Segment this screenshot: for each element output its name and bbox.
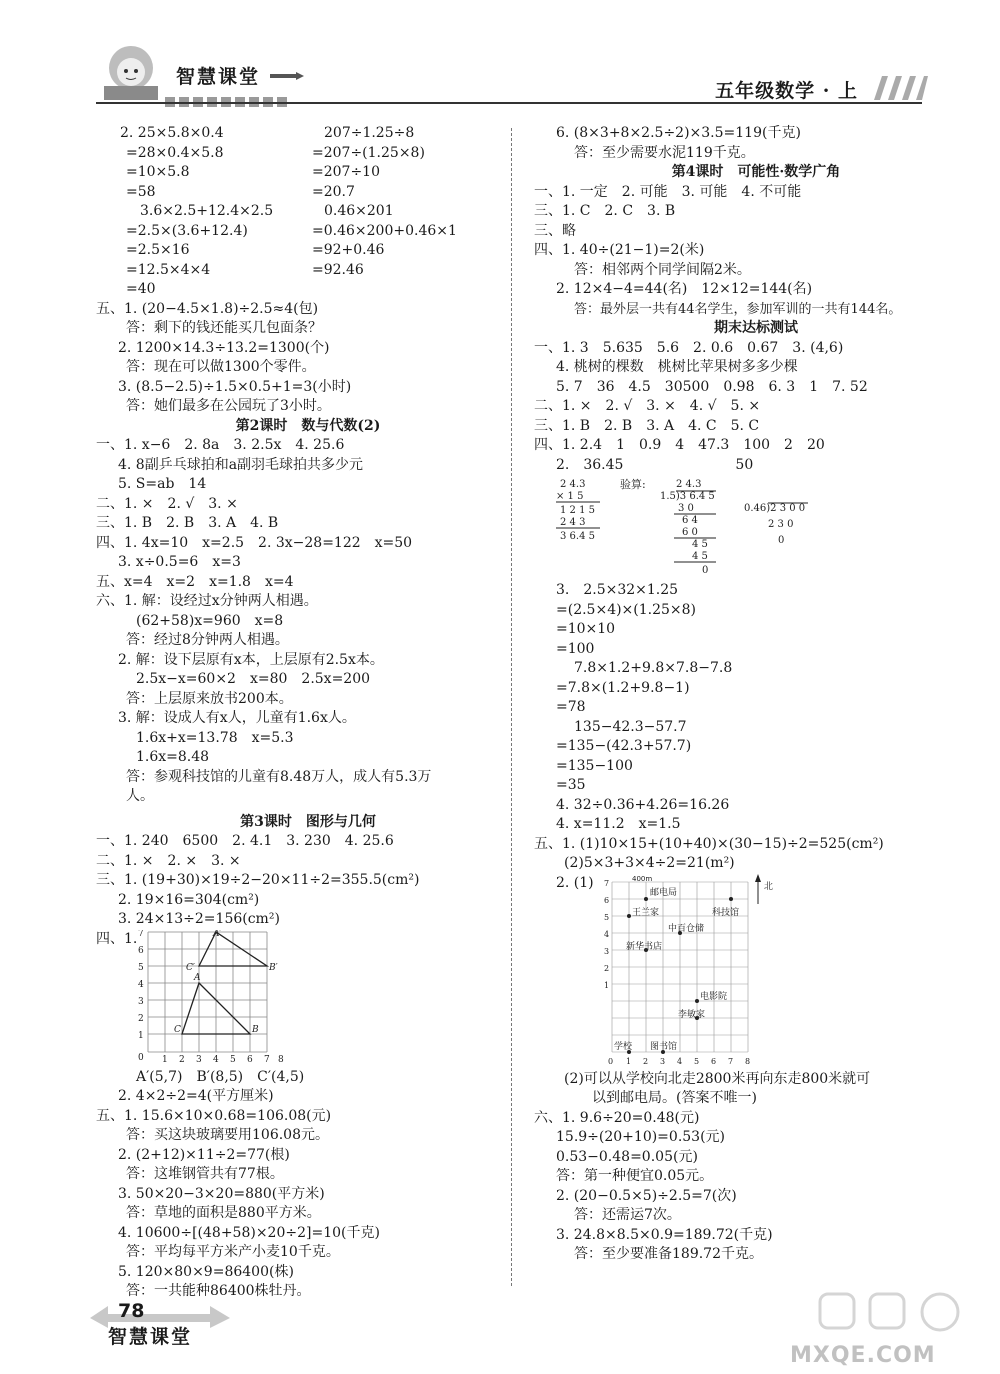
vertical-calculation-graphic	[556, 475, 816, 581]
long-division-figure	[556, 475, 956, 581]
answer-line: 3. 2.5×32×1.25	[556, 582, 679, 598]
answer-line: 五、1. (1)10×15+(10+40)×(30−15)÷2=525(cm²)	[534, 835, 884, 852]
answer-line: (62+58)x=960 x=8	[136, 612, 284, 629]
section-heading: 第2课时 数与代数(2)	[235, 417, 381, 434]
svg-text:B′: B′	[269, 962, 278, 973]
map-place: 学校	[614, 1041, 633, 1052]
answer-line: 2. 解：设下层原有x本，上层原有2.5x本。	[118, 651, 384, 668]
svg-text:7: 7	[138, 929, 144, 939]
grade-subject-label: 五年级数学 · 上	[715, 80, 858, 102]
answer-line: 3. 24.8×8.5×0.9=189.72(千克)	[556, 1226, 773, 1243]
svg-text:2: 2	[179, 1054, 185, 1065]
svg-text:4: 4	[677, 1056, 683, 1066]
answer-line: 3. 解：设成人有x人，儿童有1.6x人。	[118, 710, 356, 726]
answer-line: 一、1. 240 6500 2. 4.1 3. 230 4. 25.6	[96, 833, 394, 849]
answer-line: 六、1. 9.6÷20=0.48(元)	[534, 1109, 700, 1126]
answer-line: =28×0.4×5.8	[126, 144, 224, 161]
svg-text:B: B	[252, 1024, 259, 1035]
map-figure	[556, 874, 956, 1070]
answer-line: 二、1. × 2. √ 3. ×	[96, 495, 238, 512]
answer-line: 4. 32÷0.36+4.26=16.26	[556, 796, 730, 813]
svg-text:6: 6	[711, 1056, 717, 1066]
svg-text:1.5)3 6.4 5: 1.5)3 6.4 5	[660, 491, 715, 502]
svg-text:5: 5	[604, 912, 610, 922]
answer-line: 三、1. B 2. B 3. A 4. B	[96, 515, 279, 531]
answer-line: 4. 10600÷[(48+58)×20÷2]=10(千克)	[118, 1224, 380, 1241]
answer-line: 三、1. B 2. B 3. A 4. C 5. C	[534, 417, 760, 434]
answer-line: 四、1. 4x=10 x=2.5 2. 3x−28=122 x=50	[96, 534, 413, 551]
svg-text:C: C	[174, 1024, 181, 1035]
answer-line: =35	[556, 777, 586, 793]
answer-line: 答：这堆钢管共有77根。	[126, 1166, 284, 1182]
map-place: 新华书店	[626, 941, 663, 952]
map-label: 2. (1)	[556, 874, 594, 891]
answer-line: 3. 24×13÷2=156(cm²)	[118, 911, 280, 927]
answer-line: 四、1. 40÷(21−1)=2(米)	[534, 242, 705, 258]
answer-line: 6. (8×3+8×2.5÷2)×3.5=119(千克)	[556, 125, 801, 141]
svg-text:× 1 5: × 1 5	[556, 491, 584, 502]
left-answers	[96, 124, 498, 1302]
section-heading: 第4课时 可能性·数学广角	[671, 164, 841, 180]
answer-line: 答：她们最多在公园玩了3小时。	[126, 398, 331, 414]
answer-line: 六、1. 解：设经过x分钟两人相遇。	[96, 593, 318, 609]
answer-line: 4. x=11.2 x=1.5	[556, 816, 681, 832]
answer-line: =40	[126, 281, 156, 297]
svg-text:4: 4	[138, 979, 144, 990]
answer-line: 答：最外层一共有44名学生，参加军训的一共有144名。	[574, 301, 902, 317]
svg-text:6: 6	[604, 895, 610, 905]
answer-line: 答：平均每平方米产小麦10千克。	[126, 1244, 340, 1260]
answer-line: A′(5,7) B′(8,5) C′(4,5)	[136, 1068, 305, 1085]
answer-line: =100	[556, 640, 595, 657]
arrow-icon	[270, 72, 304, 80]
answer-line: 答：买这块玻璃要用106.08元。	[126, 1127, 329, 1143]
svg-text:6: 6	[247, 1054, 253, 1065]
header-rule	[96, 102, 922, 104]
svg-text:0: 0	[608, 1056, 614, 1066]
answer-line: 以到邮电局。(答案不唯一)	[592, 1090, 757, 1106]
answer-line: 答：上层原来放书200本。	[126, 690, 293, 707]
map-unit: 400m	[632, 874, 653, 883]
check-label: 验算:	[620, 478, 646, 491]
svg-text:3: 3	[196, 1054, 202, 1065]
answer-line: 答：第一种便宜0.05元。	[556, 1168, 714, 1184]
map-place: 邮电局	[650, 887, 678, 898]
map-place: 图书馆	[650, 1041, 678, 1052]
answer-line: =20.7	[312, 183, 355, 200]
svg-text:2 4 3: 2 4 3	[560, 517, 586, 528]
answer-line: 五、x=4 x=2 x=1.8 x=4	[96, 573, 294, 590]
answer-line: 2. (2+12)×11÷2=77(根)	[118, 1146, 290, 1163]
answer-line: =(2.5×4)×(1.25×8)	[556, 601, 697, 618]
svg-text:0.46)2 3 0 0: 0.46)2 3 0 0	[744, 503, 806, 514]
map-place: 科技馆	[712, 907, 740, 918]
answer-line: =10×5.8	[126, 164, 190, 180]
svg-text:3: 3	[138, 996, 144, 1007]
svg-text:2 3 0: 2 3 0	[768, 519, 794, 530]
answer-line: 四、1. 2.4 1 0.9 4 47.3 100 2 20	[534, 437, 825, 453]
answer-line: =10×10	[556, 621, 616, 637]
svg-text:7: 7	[604, 878, 610, 888]
answer-line: 5. S=ab 14	[118, 476, 207, 492]
answer-line: 二、1. × 2. √ 3. × 4. √ 5. ×	[534, 398, 761, 414]
triangle-grid-graph	[138, 930, 298, 1068]
answer-line: 五、1. 15.6×10×0.68=106.08(元)	[96, 1107, 332, 1124]
svg-text:5: 5	[138, 962, 144, 973]
answer-line: 2. 12×4−4=44(名) 12×12=144(名)	[556, 281, 813, 297]
left-answers-second-column	[312, 124, 492, 280]
answer-line: 人。	[126, 788, 154, 804]
svg-text:4 5: 4 5	[692, 551, 708, 562]
answer-line: 答：经过8分钟两人相遇。	[126, 632, 289, 648]
answer-line: =2.5×(3.6+12.4)	[126, 222, 248, 239]
answer-line: 三、1. (19+30)×19÷2−20×11÷2=355.5(cm²)	[96, 872, 420, 888]
answer-line: 答：参观科技馆的儿童有8.48万人，成人有5.3万	[126, 768, 432, 785]
svg-text:2: 2	[604, 963, 610, 973]
answer-line: =0.46×200+0.46×1	[312, 222, 457, 239]
svg-text:7: 7	[264, 1054, 270, 1065]
answer-line: =92+0.46	[312, 242, 385, 258]
map-place: 电影院	[700, 991, 728, 1002]
svg-text:8: 8	[278, 1054, 284, 1065]
answer-line: =135−100	[556, 757, 633, 774]
answer-line: 1.6x+x=13.78 x=5.3	[136, 729, 294, 746]
answer-line: =207÷(1.25×8)	[312, 144, 425, 161]
brand-title: 智慧课堂	[176, 66, 261, 88]
svg-text:6: 6	[138, 945, 144, 956]
answer-line: 一、1. 3 5.635 5.6 2. 0.6 0.67 3. (4,6)	[534, 339, 844, 356]
answer-line: 二、1. × 2. × 3. ×	[96, 852, 241, 869]
map-place: 王兰家	[632, 907, 660, 918]
column-divider	[511, 128, 512, 1286]
svg-text:2 4.3: 2 4.3	[676, 479, 702, 490]
answer-line: 135−42.3−57.7	[574, 718, 687, 735]
answer-line: 3.6×2.5+12.4×2.5	[140, 203, 274, 219]
answer-line: 答：还需运7次。	[574, 1207, 681, 1223]
answer-line: 2. 36.45 50	[556, 456, 754, 473]
svg-text:1: 1	[162, 1054, 168, 1065]
svg-text:4: 4	[213, 1054, 219, 1065]
svg-text:A′: A′	[213, 929, 222, 939]
svg-text:1: 1	[604, 980, 610, 990]
svg-text:1: 1	[626, 1056, 632, 1066]
section-heading: 第3课时 图形与几何	[240, 813, 376, 830]
svg-text:1 2 1 5: 1 2 1 5	[560, 505, 595, 516]
answer-line: 一、1. x−6 2. 8a 3. 2.5x 4. 25.6	[96, 437, 345, 453]
page-number: 78	[118, 1300, 145, 1322]
answer-line: =78	[556, 699, 586, 715]
svg-text:0: 0	[138, 1052, 144, 1063]
svg-text:8: 8	[745, 1056, 751, 1066]
svg-text:C′: C′	[186, 962, 195, 973]
answer-line: 答：一共能种86400株牡丹。	[126, 1283, 311, 1299]
answer-line: 2. (20−0.5×5)÷2.5=7(次)	[556, 1187, 737, 1204]
answer-line: =92.46	[312, 261, 364, 278]
answer-line: 4. 桃树的棵数 桃树比苹果树多多少棵	[556, 359, 798, 375]
svg-text:6 0: 6 0	[682, 527, 698, 538]
answer-line: 答：剩下的钱还能买几包面条？	[126, 320, 322, 336]
page-header	[0, 0, 1000, 112]
answer-line: =2.5×16	[126, 242, 190, 258]
svg-text:1: 1	[138, 1030, 144, 1041]
answer-line: =135−(42.3+57.7)	[556, 738, 692, 754]
answer-line: 1.6x=8.48	[136, 749, 210, 765]
svg-text:4: 4	[604, 929, 610, 939]
svg-text:5: 5	[694, 1056, 700, 1066]
svg-text:7: 7	[728, 1056, 734, 1066]
north-label: 北	[764, 881, 774, 892]
svg-text:3 6.4 5: 3 6.4 5	[560, 531, 595, 542]
watermark-text: MXQE.COM	[790, 1343, 936, 1368]
coordinate-figure	[96, 929, 498, 1068]
svg-text:A: A	[194, 972, 201, 983]
answer-line: 207÷1.25÷8	[324, 125, 415, 141]
answer-line: 2. 19×16=304(cm²)	[118, 891, 260, 908]
answer-line: 一、1. 一定 2. 可能 3. 可能 4. 不可能	[534, 183, 802, 200]
answer-line: 答：相邻两个同学间隔2米。	[574, 261, 751, 278]
answer-line: 三、略	[534, 222, 576, 239]
slashes-icon	[868, 76, 928, 100]
answer-line: (2)可以从学校向北走2800米再向东走800米就可	[564, 1070, 871, 1087]
answer-line: =12.5×4×4	[126, 261, 211, 278]
answer-line: 4. 8副乒乓球拍和a副羽毛球拍共多少元	[118, 456, 364, 473]
svg-text:3: 3	[660, 1056, 666, 1066]
answer-line: 3. x÷0.5=6 x=3	[118, 554, 241, 570]
answer-line: 0.53−0.48=0.05(元)	[556, 1148, 698, 1165]
answer-line: 答：现在可以做1300个零件。	[126, 359, 316, 375]
svg-text:0: 0	[778, 535, 785, 546]
answer-line: 五、1. (20−4.5×1.8)÷2.5≈4(包)	[96, 300, 319, 317]
answer-line: 5. 120×80×9=86400(株)	[118, 1263, 294, 1280]
answer-line: =7.8×(1.2+9.8−1)	[556, 679, 690, 696]
svg-text:2: 2	[643, 1056, 649, 1066]
section-heading: 期末达标测试	[714, 320, 798, 336]
girl-mascot-icon	[100, 42, 162, 102]
answer-line: 三、1. C 2. C 3. B	[534, 203, 676, 219]
svg-text:0: 0	[702, 565, 709, 576]
map-place: 李敏家	[678, 1009, 706, 1020]
answer-line: 5. 7 36 4.5 30500 0.98 6. 3 1 7. 52	[556, 378, 868, 395]
answer-line: 7.8×1.2+9.8×7.8−7.8	[574, 660, 733, 676]
svg-text:6 4: 6 4	[682, 515, 698, 526]
answer-line: 2. 25×5.8×0.4	[120, 125, 224, 141]
answer-line: 答：至少需要水泥119千克。	[574, 144, 755, 161]
map-place: 中百仓储	[668, 923, 705, 934]
svg-text:2 4.3: 2 4.3	[560, 479, 586, 490]
footer-brand: 智慧课堂	[108, 1326, 193, 1348]
answer-line: 3. (8.5−2.5)÷1.5×0.5+1=3(小时)	[118, 378, 352, 395]
answer-line: 2.5x−x=60×2 x=80 2.5x=200	[136, 671, 371, 687]
svg-text:5: 5	[230, 1054, 236, 1065]
answer-line: =58	[126, 183, 156, 200]
answer-line: =207÷10	[312, 164, 380, 180]
answer-line: 3. 50×20−3×20=880(平方米)	[118, 1185, 325, 1202]
answer-line: 答：至少要准备189.72千克。	[574, 1246, 763, 1262]
right-answers	[534, 124, 956, 1265]
answer-line: (2)5×3+3×4÷2=21(m²)	[564, 855, 735, 871]
answer-line: 0.46×201	[324, 203, 394, 219]
figure-label: 四、1.	[96, 930, 138, 947]
svg-text:3: 3	[604, 946, 610, 956]
svg-text:3 0: 3 0	[678, 503, 694, 514]
answer-line: 2. 1200×14.3÷13.2=1300(个)	[118, 339, 330, 356]
answer-line: 15.9÷(20+10)=0.53(元)	[556, 1129, 726, 1145]
answer-line: 答：草地的面积是880平方米。	[126, 1205, 321, 1221]
svg-text:2: 2	[138, 1013, 144, 1024]
svg-text:4 5: 4 5	[692, 539, 708, 550]
answer-line: 2. 4×2÷2=4(平方厘米)	[118, 1088, 274, 1104]
